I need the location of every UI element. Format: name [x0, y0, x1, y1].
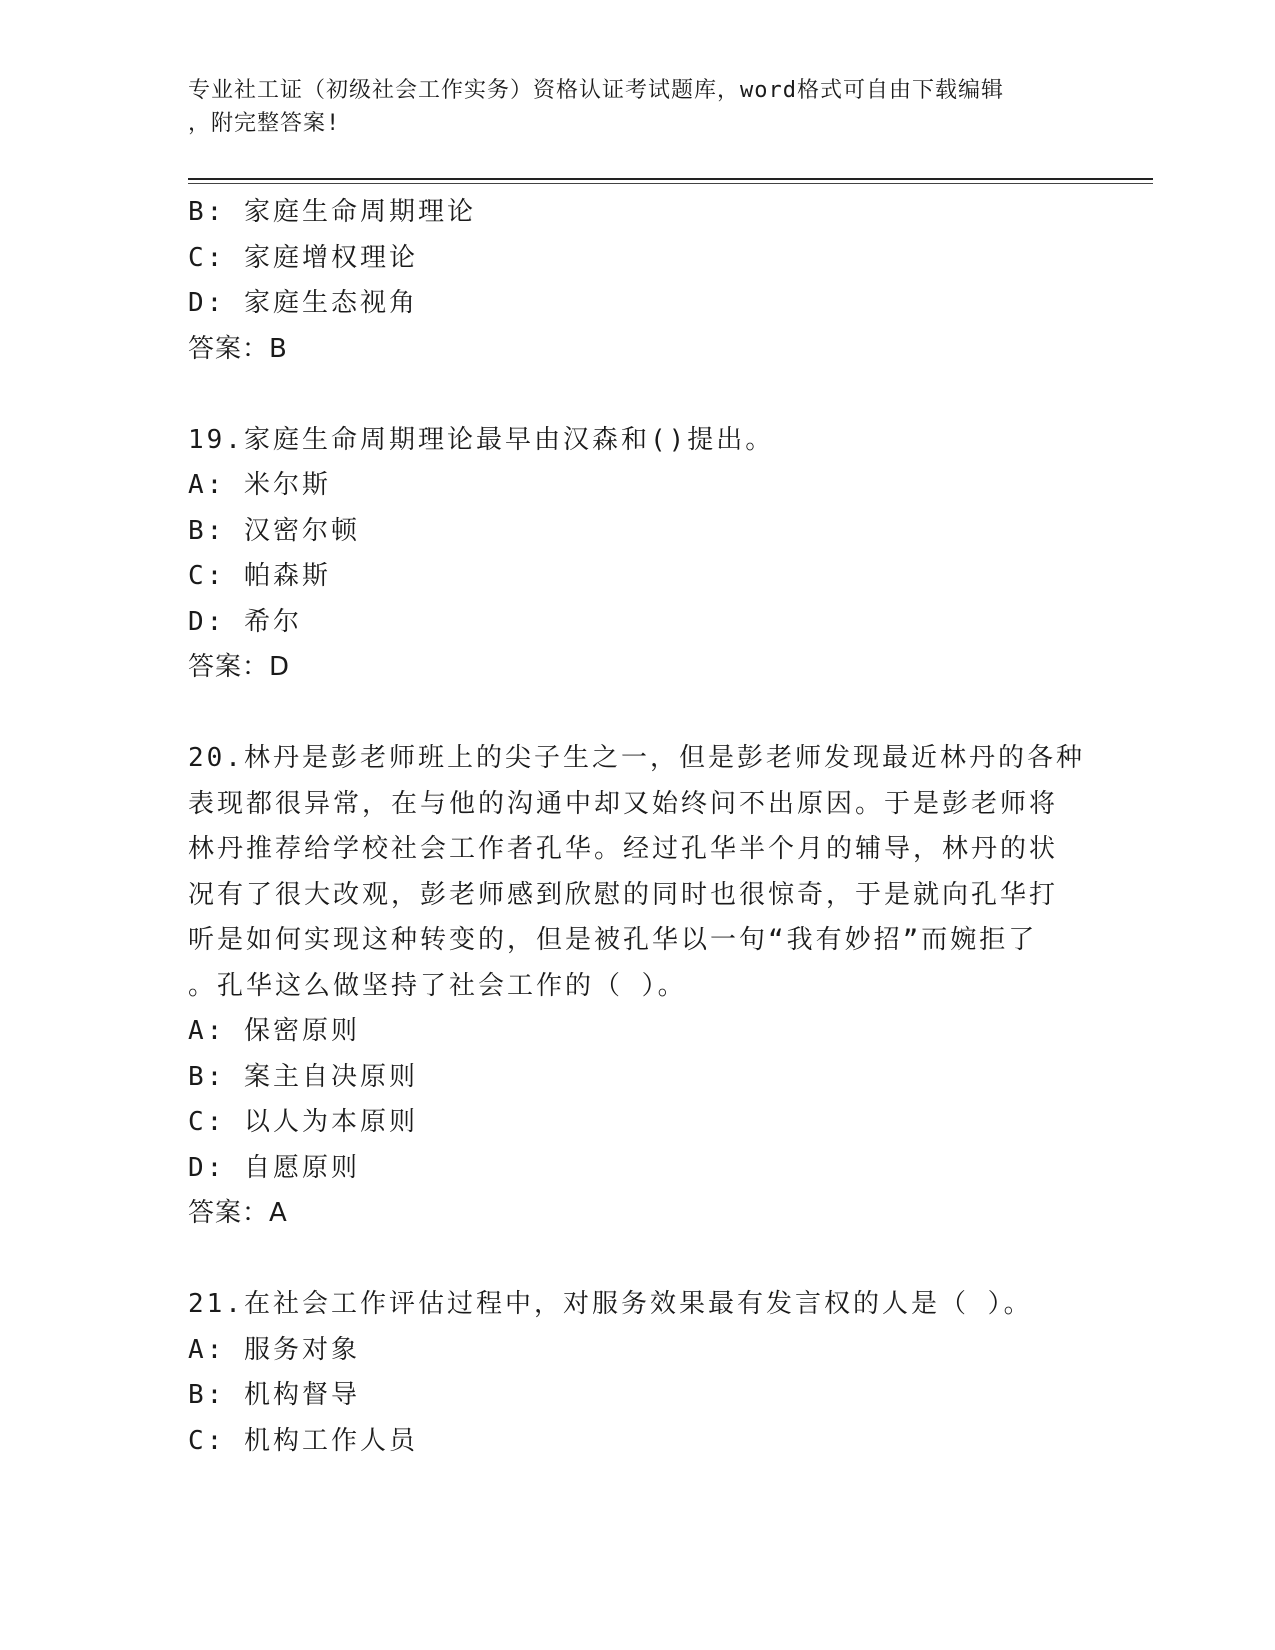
question-stem-line: 况有了很大改观，彭老师感到欣慰的同时也很惊奇，于是就向孔华打 — [188, 879, 1059, 910]
question-stem-line: 听是如何实现这种转变的，但是被孔华以一句“我有妙招”而婉拒了 — [188, 925, 1038, 955]
option-d: D: 希尔 — [188, 606, 302, 637]
question-20 — [188, 736, 1088, 1237]
document-header — [188, 74, 1068, 140]
option-b: B: 家庭生命周期理论 — [188, 197, 476, 227]
option-c: C: 以人为本原则 — [188, 1107, 418, 1137]
question-18-tail — [188, 190, 1088, 372]
spacer — [188, 372, 1088, 418]
option-c: C: 机构工作人员 — [188, 1425, 418, 1456]
header-rule-thin — [188, 183, 1153, 184]
header-title-line2: ，附完整答案! — [188, 111, 341, 136]
question-stem-line: 20.林丹是彭老师班上的尖子生之一，但是彭老师发现最近林丹的各种 — [188, 743, 1085, 773]
option-c: C: 家庭增权理论 — [188, 242, 418, 273]
question-stem-line: 。孔华这么做坚持了社会工作的（ ）。 — [188, 970, 687, 1001]
answer-line: 答案：D — [188, 652, 291, 682]
answer-line: 答案：B — [188, 333, 288, 364]
question-21 — [188, 1282, 1088, 1464]
question-stem: 21.在社会工作评估过程中，对服务效果最有发言权的人是（ ）。 — [188, 1289, 1033, 1319]
option-b: B: 机构督导 — [188, 1380, 360, 1410]
spacer — [188, 1237, 1088, 1283]
option-a: A: 保密原则 — [188, 1016, 360, 1046]
option-a: A: 米尔斯 — [188, 470, 331, 500]
answer-line: 答案：A — [188, 1198, 288, 1228]
spacer — [188, 691, 1088, 737]
option-c: C: 帕森斯 — [188, 561, 331, 591]
header-rule-thick — [188, 178, 1153, 180]
option-d: D: 自愿原则 — [188, 1152, 360, 1183]
header-title-line1: 专业社工证（初级社会工作实务）资格认证考试题库，word格式可自由下载编辑 — [188, 78, 1004, 103]
option-a: A: 服务对象 — [188, 1334, 360, 1365]
question-stem: 19.家庭生命周期理论最早由汉森和()提出。 — [188, 424, 775, 455]
option-b: B: 案主自决原则 — [188, 1061, 418, 1092]
question-content — [188, 190, 1088, 1464]
question-stem-line: 林丹推荐给学校社会工作者孔华。经过孔华半个月的辅导，林丹的状 — [188, 834, 1059, 864]
option-d: D: 家庭生态视角 — [188, 288, 418, 318]
question-stem-line: 表现都很异常，在与他的沟通中却又始终问不出原因。于是彭老师将 — [188, 788, 1059, 819]
question-19 — [188, 418, 1088, 691]
option-b: B: 汉密尔顿 — [188, 515, 360, 546]
